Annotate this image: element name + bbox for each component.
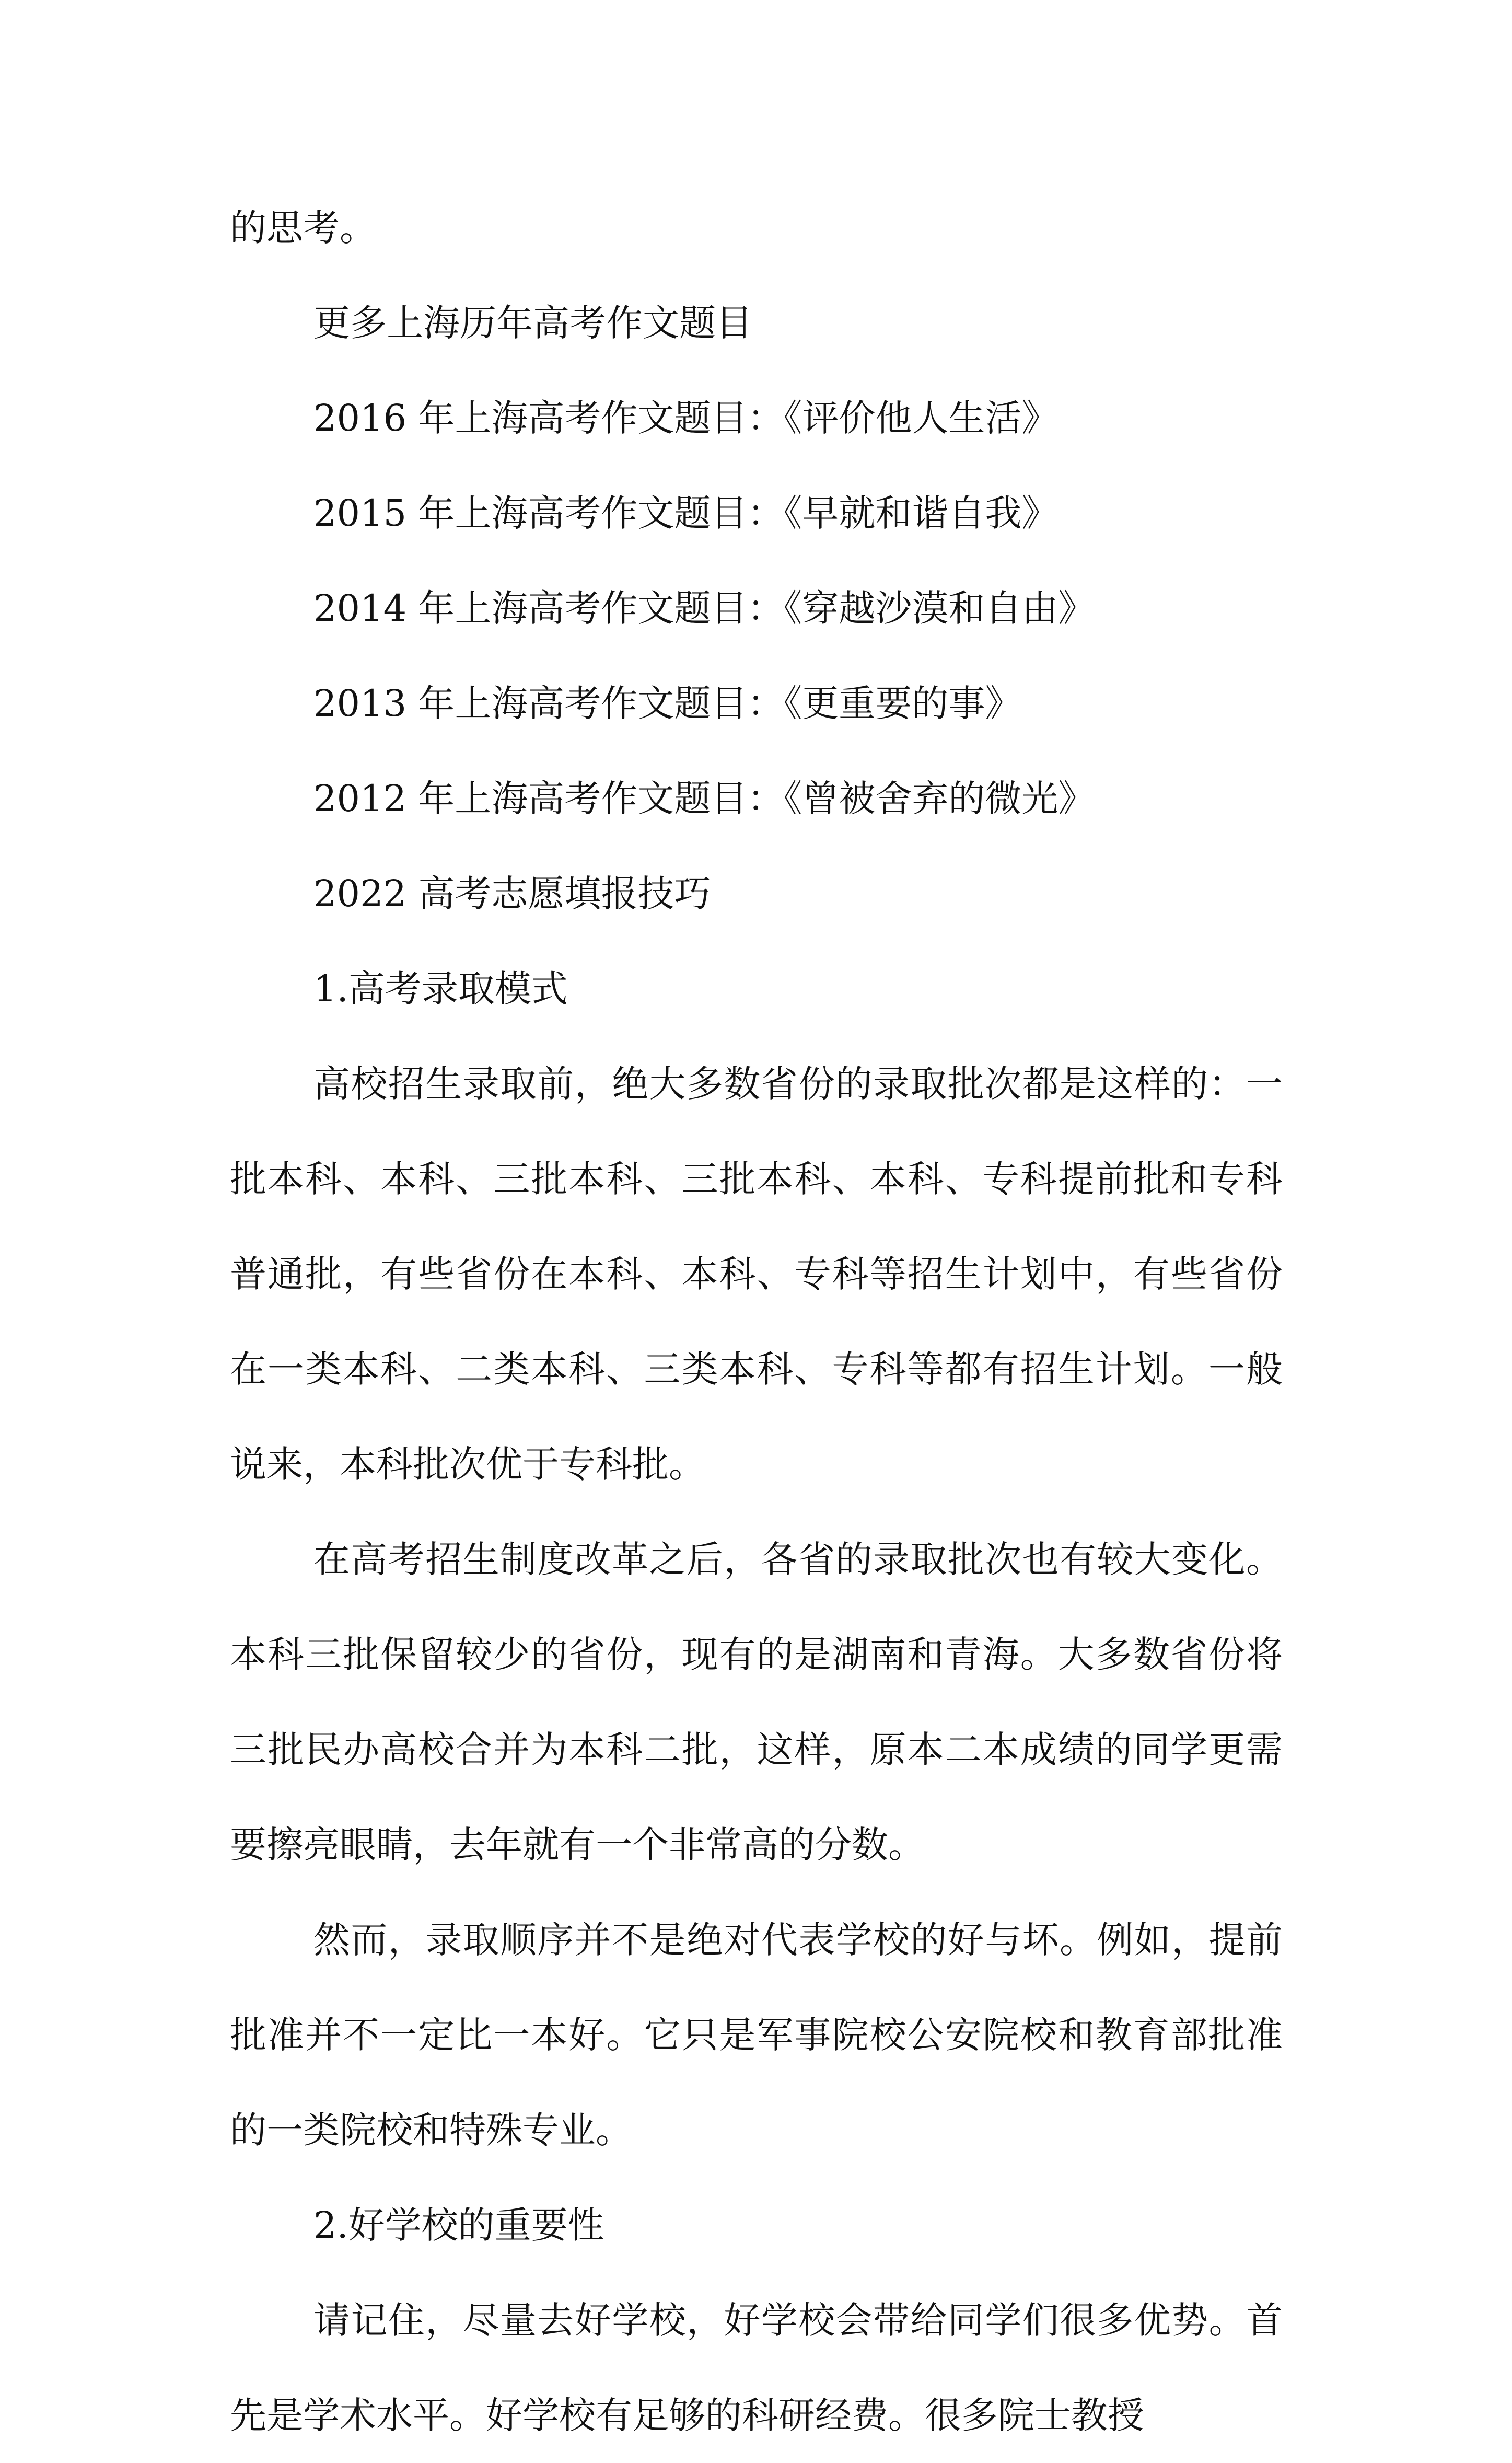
list-item: 2015 年上海高考作文题目：《早就和谐自我》 [313,492,1059,535]
subsection-heading: 1.高考录取模式 [313,967,568,1010]
section-heading: 2022 高考志愿填报技巧 [313,872,711,915]
paragraph: 请记住，尽量去好学校，好学校会带给同学们很多优势。首先是学术水平。好学校有足够的科研经费。很多院士教授 [230,2299,1283,2437]
paragraph: 高校招生录取前，绝大多数省份的录取批次都是这样的：一批本科、本科、三批本科、三批本科、本科、专科提前批和专科普通批，有些省份在本科、本科、专科等招生计划中，有些省份在一类本科、二类本科、三类本科、专科等都有招生计划。一般说来，本科批次优于专科批。 [230,1062,1283,1486]
subsection-heading: 2.好学校的重要性 [313,2204,604,2247]
text-line: 的思考。 [230,206,376,249]
list-item: 2013 年上海高考作文题目：《更重要的事》 [313,682,1022,725]
paragraph: 然而，录取顺序并不是绝对代表学校的好与坏。例如，提前批准并不一定比一本好。它只是军事院校公安院校和教育部批准的一类院校和特殊专业。 [230,1918,1283,2152]
document-body [230,180,1283,2463]
section-heading: 更多上海历年高考作文题目 [313,302,752,344]
list-item: 2012 年上海高考作文题目：《曾被舍弃的微光》 [313,777,1095,820]
paragraph: 在高考招生制度改革之后，各省的录取批次也有较大变化。本科三批保留较少的省份，现有的是湖南和青海。大多数省份将三批民办高校合并为本科二批，这样，原本二本成绩的同学更需要擦亮眼睛，去年就有一个非常高的分数。 [230,1538,1283,1866]
list-item: 2014 年上海高考作文题目：《穿越沙漠和自由》 [313,587,1095,630]
list-item: 2016 年上海高考作文题目：《评价他人生活》 [313,397,1059,440]
